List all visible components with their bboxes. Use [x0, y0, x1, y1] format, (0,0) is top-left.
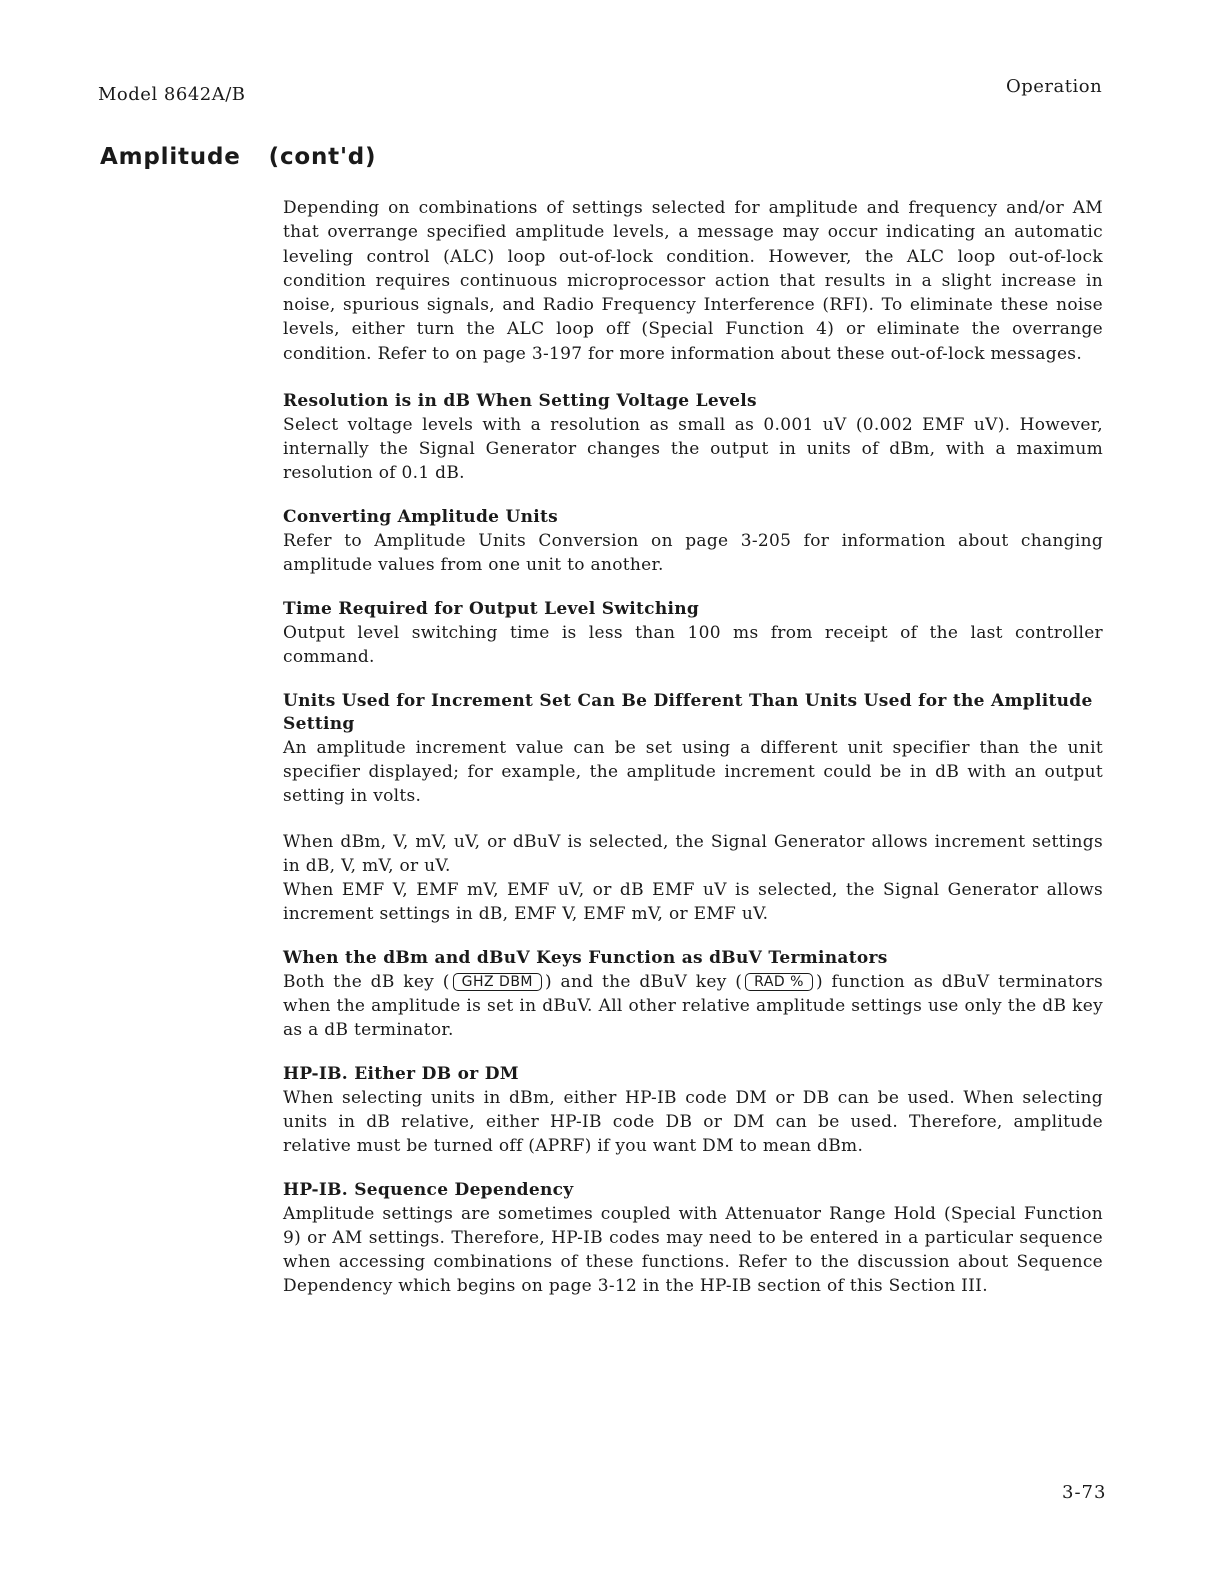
resolution-heading: Resolution is in dB When Setting Voltage Levels: [283, 391, 757, 412]
units-section: [283, 690, 1103, 926]
time-heading: Time Required for Output Level Switching: [283, 599, 700, 620]
terminators-heading: When the dBm and dBuV Keys Function as dBuV Terminators: [283, 948, 888, 969]
resolution-body: Select voltage levels with a resolution as small as 0.001 uV (0.002 EMF uV). However, internally the Signal Generator changes the output in units of dBm, with a maximum resolution of 0.1 dB.: [283, 415, 1103, 484]
terminators-text-2: ) and the dBuV key (: [545, 972, 743, 993]
converting-heading: Converting Amplitude Units: [283, 507, 559, 528]
rad-percent-key: RAD %: [745, 973, 813, 991]
terminators-text-1: Both the dB key (: [283, 972, 450, 993]
hpib-db-dm-heading: HP-IB. Either DB or DM: [283, 1064, 519, 1085]
hpib-db-dm-section: [283, 1063, 1103, 1158]
hpib-sequence-body: Amplitude settings are sometimes coupled with Attenuator Range Hold (Special Function 9) or AM settings. Therefore, HP-IB codes may need to be entered in a particular sequence when accessing combinations of these functions. Refer to the discussion about Sequence Dependency which begins on page 3-12 in the HP-IB section of this Section III.: [283, 1204, 1103, 1297]
page-title-cont: (cont'd): [268, 144, 377, 170]
main-content: [283, 196, 1103, 1319]
ghz-dbm-key: GHZ DBM: [453, 973, 542, 991]
converting-body: Refer to Amplitude Units Conversion on page 3-205 for information about changing amplitude values from one unit to another.: [283, 531, 1103, 576]
units-body-2: When dBm, V, mV, uV, or dBuV is selected, the Signal Generator allows increment settings in dB, V, mV, or uV.: [283, 832, 1103, 877]
converting-section: [283, 506, 1103, 577]
units-heading: Units Used for Increment Set Can Be Different Than Units Used for the Amplitude Setting: [283, 691, 1093, 735]
units-body-3: When EMF V, EMF mV, EMF uV, or dB EMF uV is selected, the Signal Generator allows increment settings in dB, EMF V, EMF mV, or EMF uV.: [283, 880, 1103, 925]
time-section: [283, 598, 1103, 669]
header-section: Operation: [1006, 76, 1103, 97]
resolution-section: [283, 390, 1103, 485]
hpib-sequence-section: [283, 1179, 1103, 1298]
header-model: Model 8642A/B: [98, 84, 246, 105]
hpib-sequence-heading: HP-IB. Sequence Dependency: [283, 1180, 574, 1201]
terminators-section: [283, 947, 1103, 1042]
page-title: [100, 144, 376, 170]
page-number: 3-73: [1062, 1482, 1107, 1503]
intro-paragraph: Depending on combinations of settings selected for amplitude and frequency and/or AM that overrange specified amplitude levels, a message may occur indicating an automatic leveling control (ALC) loop out-of-lock condition. However, the ALC loop out-of-lock condition requires continuous microprocessor action that results in a slight increase in noise, spurious signals, and Radio Frequency Interference (RFI). To eliminate these noise levels, either turn the ALC loop off (Special Function 4) or eliminate the overrange condition. Refer to on page 3-197 for more information about these out-of-lock messages.: [283, 198, 1103, 364]
units-body-1: An amplitude increment value can be set using a different unit specifier than the unit specifier displayed; for example, the amplitude increment could be in dB with an output setting in volts.: [283, 738, 1103, 807]
terminators-body: [283, 970, 1103, 1042]
hpib-db-dm-body: When selecting units in dBm, either HP-IB code DM or DB can be used. When selecting units in dB relative, either HP-IB code DB or DM can be used. Therefore, amplitude relative must be turned off (APRF) if you want DM to mean dBm.: [283, 1088, 1103, 1157]
time-body: Output level switching time is less than 100 ms from receipt of the last controller command.: [283, 623, 1103, 668]
terminators-text-3: ) function as dBuV terminators when the amplitude is set in dBuV. All other relative amplitude settings use only the dB key as a dB terminator.: [283, 972, 1103, 1041]
page-title-main: Amplitude: [100, 144, 241, 170]
